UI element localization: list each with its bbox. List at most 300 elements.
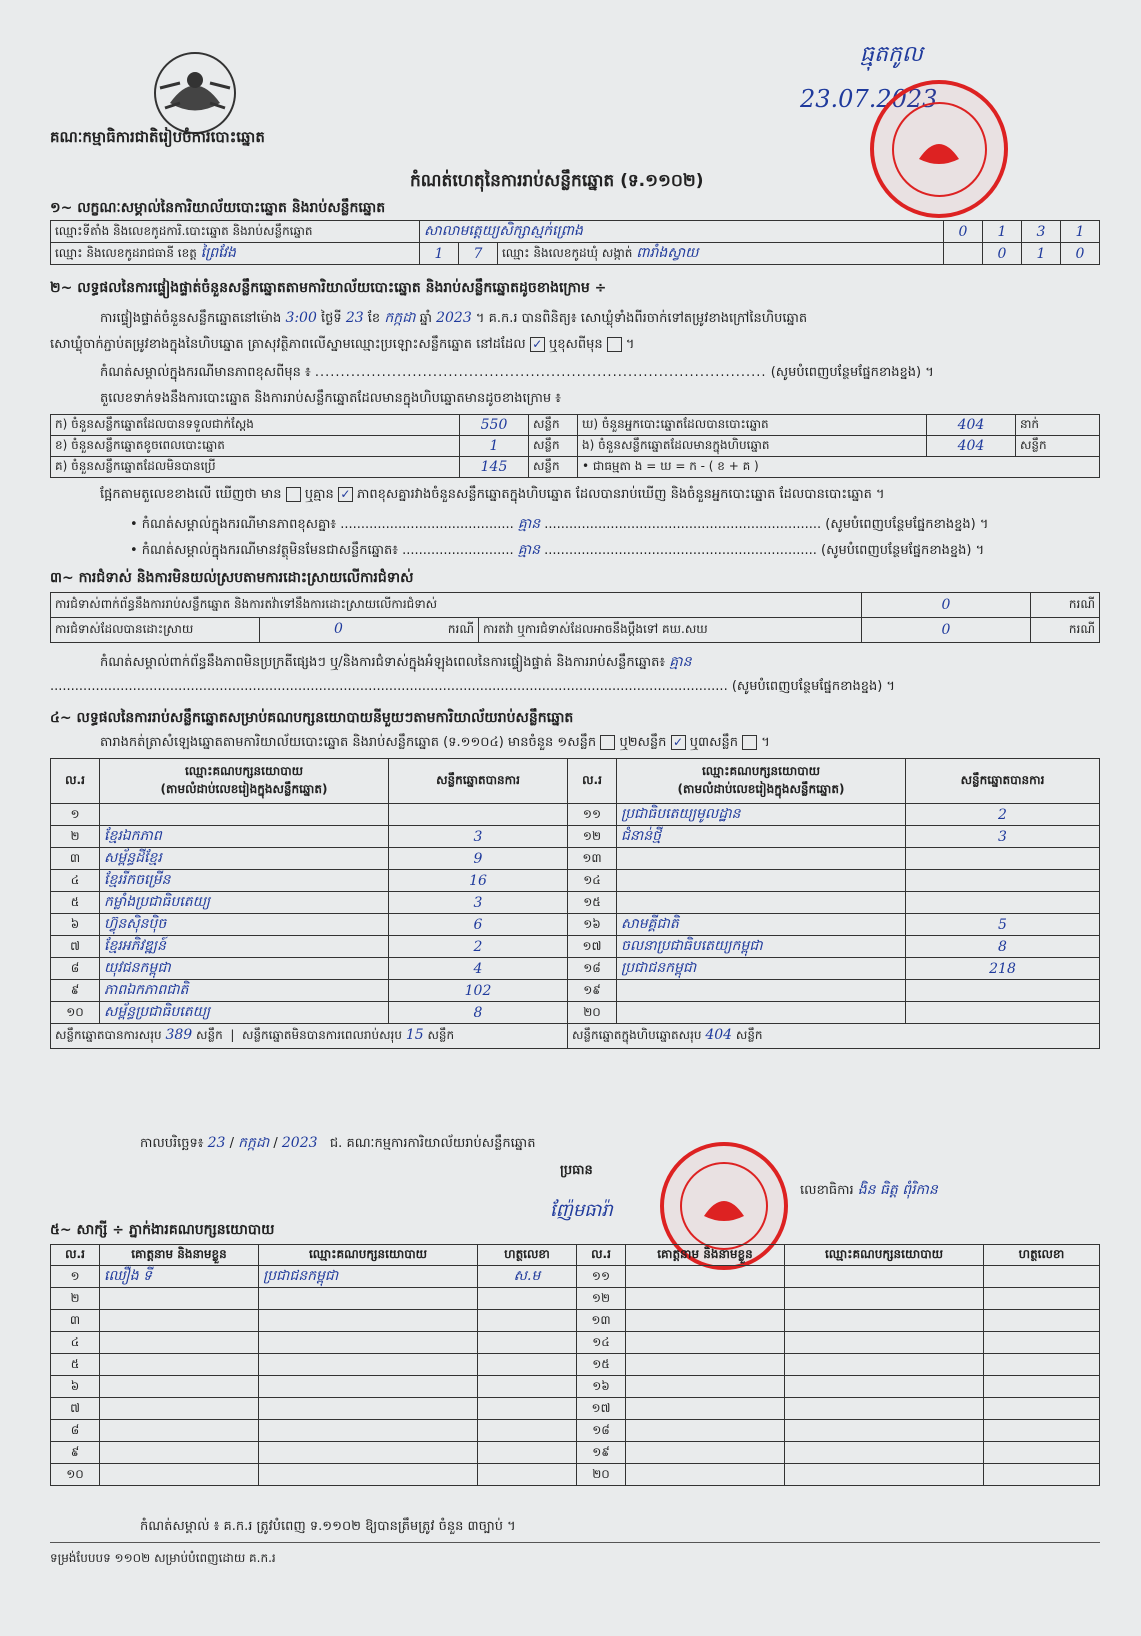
- section2-heading: ២~ លទ្ធផលនៃការផ្ទៀងផ្ទាត់ចំនួនសន្លឹកឆ្នោតតាមការិយាល័យបោះឆ្នោត និងរាប់សន្លឹកឆ្នោតដូចខាងក្រោម ÷: [50, 280, 607, 296]
- witness-party: [785, 1266, 984, 1288]
- party-votes: 8: [906, 936, 1100, 958]
- witness-party: [785, 1354, 984, 1376]
- witness-party: [259, 1464, 478, 1486]
- note-fill: (សូមបំពេញបន្ថែមផ្នែកខាងខ្នង) ។: [821, 543, 985, 558]
- difference-check-line: [100, 486, 885, 505]
- col-header-sign: ហត្ថលេខា: [478, 1245, 577, 1266]
- para-text: តារាងកត់ត្រាសំឡេងឆ្នោតតាមការិយាល័យបោះឆ្នោត និងរាប់សន្លឹកឆ្នោត (ទ.១១០៤) មានចំនួន ១សន្លឹក: [100, 735, 597, 750]
- witness-party: [785, 1464, 984, 1486]
- witness-signature: [984, 1288, 1100, 1310]
- col-header-party-label: ឈ្មោះគណបក្សនយោបាយ: [701, 764, 821, 778]
- party-number: ១៦: [568, 914, 617, 936]
- table-row: [51, 1332, 1100, 1354]
- figure-unit: សន្លឹក: [529, 457, 578, 478]
- stamp-emblem-icon: [699, 1186, 749, 1226]
- province-label: ឈ្មោះ និងលេខកូដរាជធានី ខេត្ត: [55, 246, 197, 260]
- witness-name: [626, 1398, 785, 1420]
- party-votes: 3: [389, 826, 568, 848]
- footnote: កំណត់សម្គាល់ ៖ គ.ក.រ ត្រូវបំពេញ ទ.១១០២ ឱ្យបានត្រឹមត្រូវ ចំនួន ៣ច្បាប់ ។: [140, 1519, 516, 1534]
- table-row: [51, 457, 1100, 478]
- date-year: 2023: [281, 1135, 318, 1151]
- province-value: ព្រៃវែង: [200, 245, 236, 261]
- resolved-value-cell: [260, 618, 479, 643]
- commune-cell: [498, 243, 944, 265]
- province-cell: [51, 243, 420, 265]
- total-valid-label: សន្លឹកឆ្នោតបានការសរុប: [55, 1028, 162, 1042]
- table-row: [51, 980, 1100, 1002]
- witness-signature: [478, 1420, 577, 1442]
- figure-label: ក) ចំនួនសន្លឹកឆ្នោតដែលបានទទួលជាក់ស្តែង: [51, 415, 460, 436]
- witness-name: [100, 1376, 259, 1398]
- complaints-table: [50, 592, 1100, 643]
- figures-intro: តួលេខទាក់ទងនឹងការបោះឆ្នោត និងការរាប់សន្លឹកឆ្នោតដែលមានក្នុងហិបឆ្នោតមានដូចខាងក្រោម ៖: [100, 391, 561, 406]
- witness-signature: [478, 1310, 577, 1332]
- witness-signature: [478, 1398, 577, 1420]
- party-number: ២: [51, 826, 100, 848]
- party-votes: 3: [906, 826, 1100, 848]
- figure-value: 145: [460, 457, 529, 478]
- witness-name: [100, 1354, 259, 1376]
- witness-number: ៦: [51, 1376, 100, 1398]
- party-votes: 9: [389, 848, 568, 870]
- witness-name: [100, 1442, 259, 1464]
- witness-number: ១: [51, 1266, 100, 1288]
- witness-name: [100, 1398, 259, 1420]
- witness-party: [259, 1332, 478, 1354]
- bullet-foreign-object: • កំណត់សម្គាល់ក្នុងករណីមានវត្ថុមិនមែនជាសន្លឹកឆ្នោត៖ ........................... គ្មាន .................................................................. (សូមបំពេញបន្ថែមផ្នែកខាងខ្នង) ។: [130, 542, 985, 558]
- witness-party: [785, 1376, 984, 1398]
- irregularity-note: [100, 652, 692, 673]
- witness-party: [785, 1420, 984, 1442]
- para-text: ឬគ្មាន: [304, 487, 334, 502]
- witness-number: ១៧: [577, 1398, 626, 1420]
- para-text: ខែ: [367, 311, 381, 326]
- table-row: [51, 1002, 1100, 1024]
- organization-name: គណៈកម្មាធិការជាតិរៀបចំការបោះឆ្នោត: [50, 128, 265, 146]
- witness-number: ១០: [51, 1464, 100, 1486]
- complaint-value: 0: [862, 593, 1031, 618]
- witness-number: ៧: [51, 1398, 100, 1420]
- party-votes: 2: [389, 936, 568, 958]
- witness-signature: [478, 1376, 577, 1398]
- party-name: សាមគ្គីជាតិ: [617, 914, 906, 936]
- complaint-label: ការជំទាស់ពាក់ព័ន្ធនឹងការរាប់សន្លឹកឆ្នោត និងការតវ៉ាទៅនឹងការដោះស្រាយលើការជំទាស់: [51, 593, 862, 618]
- party-votes: [906, 870, 1100, 892]
- commune-value: ពារាំងស្វាយ: [636, 245, 699, 261]
- section4-heading: ៤~ លទ្ធផលនៃការរាប់សន្លឹកឆ្នោតសម្រាប់គណបក្សនយោបាយនីមួយៗតាមការិយាល័យរាប់សន្លឹកឆ្នោត: [50, 710, 574, 726]
- form-footer: ទម្រង់បែបបទ ១១០២ សម្រាប់បំពេញដោយ គ.ក.រ: [50, 1551, 276, 1565]
- figure-label: ឃ) ចំនួនអ្នកបោះឆ្នោតដែលបានបោះឆ្នោត: [578, 415, 927, 436]
- col-header-name: គោត្តនាម និងនាមខ្លួន: [626, 1245, 785, 1266]
- party-number: ១៧: [568, 936, 617, 958]
- unchanged-checkbox[interactable]: ✓: [530, 337, 545, 352]
- section3-heading: ៣~ ការជំទាស់ និងការមិនយល់ស្របតាមការដោះស្រាយលើការជំទាស់: [50, 570, 414, 586]
- col-header-party: [617, 759, 906, 804]
- commune-code-digit: 1: [1022, 243, 1061, 265]
- witness-name: [100, 1332, 259, 1354]
- note-label: កំណត់សម្គាល់ក្នុងករណីមានភាពខុសពីមុន ៖: [100, 365, 311, 380]
- complaint-label: ការជំទាស់ដែលបានដោះស្រាយ: [55, 622, 194, 636]
- table-row: [51, 892, 1100, 914]
- complaint-value: 0: [334, 621, 343, 637]
- witness-number: ៩: [51, 1442, 100, 1464]
- signing-date: កាលបរិច្ឆេទ៖ 23 / កក្កដា / 2023 ជ. គណៈកម្មការការិយាល័យរាប់សន្លឹកឆ្នោត: [140, 1135, 536, 1151]
- commune-code-digit: 0: [983, 243, 1022, 265]
- witness-signature: [984, 1464, 1100, 1486]
- difference-note: កំណត់សម្គាល់ក្នុងករណីមានភាពខុសពីមុន ៖ ........................................................................................ (សូមបំពេញបន្ថែមផ្នែកខាងខ្នង) ។: [100, 365, 934, 380]
- party-name: ខ្មែរអភិវឌ្ឍន៍: [100, 936, 389, 958]
- party-name: ប្រជាជនកម្ពុជា: [617, 958, 906, 980]
- ballot-figures-table: [50, 414, 1100, 478]
- witness-party: [785, 1310, 984, 1332]
- appeal-unit: ករណី: [1031, 618, 1100, 643]
- witness-number: ៨: [51, 1420, 100, 1442]
- official-stamp-top: [870, 80, 1008, 218]
- witness-signature: [478, 1332, 577, 1354]
- appeal-value: 0: [862, 618, 1031, 643]
- tally-sheet-count: តារាងកត់ត្រាសំឡេងឆ្នោតតាមការិយាល័យបោះឆ្នោត និងរាប់សន្លឹកឆ្នោត (ទ.១១០៤) មានចំនួន ១សន្លឹក ឬ២សន្លឹក ✓ ឬ៣សន្លឹក ។: [100, 735, 770, 750]
- verification-day: 23: [345, 310, 364, 326]
- stamp-emblem-icon: [914, 129, 964, 169]
- party-name: [617, 1002, 906, 1024]
- witness-name: [626, 1332, 785, 1354]
- results-table: [50, 758, 1100, 1049]
- table-row: [51, 593, 1100, 618]
- commune-label: ឈ្មោះ និងលេខកូដឃុំ សង្កាត់: [502, 246, 633, 260]
- province-code-digit: 1: [420, 243, 459, 265]
- party-name: ចលនាប្រជាធិបតេយ្យកម្ពុជា: [617, 936, 906, 958]
- para-text: ឬខុសពីមុន: [548, 337, 603, 352]
- no-difference-checkbox[interactable]: ✓: [338, 487, 353, 502]
- party-votes: 5: [906, 914, 1100, 936]
- col-header-party: ឈ្មោះគណបក្សនយោបាយ: [785, 1245, 984, 1266]
- table-row: [51, 1464, 1100, 1486]
- appeal-label: ការតវ៉ា ឬការជំទាស់ដែលអាចនឹងប្តឹងទៅ គឃ.សឃ: [479, 618, 862, 643]
- col-header-votes: សន្លឹកឆ្នោតបានការ: [906, 759, 1100, 804]
- witness-number: ២: [51, 1288, 100, 1310]
- unit: សន្លឹក: [427, 1028, 455, 1042]
- note-fill: (សូមបំពេញបន្ថែមផ្នែកខាងខ្នង) ។: [731, 679, 895, 694]
- has-difference-checkbox[interactable]: [286, 487, 301, 502]
- bullet-difference: • កំណត់សម្គាល់ក្នុងករណីមានភាពខុសគ្នា៖ .......................................... គ្មាន ................................................................... (សូមបំពេញបន្ថែមផ្នែកខាងខ្នង) ។: [130, 516, 989, 532]
- party-number: ៧: [51, 936, 100, 958]
- table-row: [51, 1266, 1100, 1288]
- witness-signature: [478, 1354, 577, 1376]
- witness-party: [785, 1442, 984, 1464]
- witness-signature: [984, 1376, 1100, 1398]
- station-code-digit: 0: [944, 221, 983, 243]
- party-votes: [906, 848, 1100, 870]
- commune-code-digit-empty: [944, 243, 983, 265]
- para-text: ថ្ងៃទី: [321, 311, 342, 326]
- party-number: ១: [51, 804, 100, 826]
- table-row: [51, 1354, 1100, 1376]
- party-name: ហ៊្វុនស៊ិនប៉ិច: [100, 914, 389, 936]
- seal-line: [50, 336, 634, 355]
- party-votes: [906, 980, 1100, 1002]
- party-number: ១៥: [568, 892, 617, 914]
- figure-label: ង) ចំនួនសន្លឹកឆ្នោតដែលមានក្នុងហិបឆ្នោត: [578, 436, 927, 457]
- para-text: ។ គ.ក.រ បានពិនិត្យ៖ សោឃ្លុំទាំងពីរចាក់ទៅតម្រូវខាងក្រៅនៃហិបឆ្នោត: [475, 311, 808, 326]
- table-row: [51, 958, 1100, 980]
- party-votes: [389, 804, 568, 826]
- witness-party: [259, 1310, 478, 1332]
- col-header-name: គោត្តនាម និងនាមខ្លួន: [100, 1245, 259, 1266]
- witness-signature: [478, 1442, 577, 1464]
- witness-name: [100, 1310, 259, 1332]
- party-number: ១៤: [568, 870, 617, 892]
- figure-unit: សន្លឹក: [529, 415, 578, 436]
- party-votes: 2: [906, 804, 1100, 826]
- party-name: [617, 848, 906, 870]
- section1-heading: ១~ លក្ខណៈសម្គាល់នៃការិយាល័យបោះឆ្នោត និងរាប់សន្លឹកឆ្នោត: [50, 200, 386, 216]
- figure-unit: នាក់: [1016, 415, 1100, 436]
- commune-code-digit: 0: [1061, 243, 1100, 265]
- secretary: [800, 1180, 938, 1201]
- province-code-digit: 7: [459, 243, 498, 265]
- party-name: ខ្មែរឯកភាព: [100, 826, 389, 848]
- total-invalid-value: 15: [405, 1027, 424, 1043]
- section5-heading: ៥~ សាក្សី ÷ ភ្នាក់ងារគណបក្សនយោបាយ: [50, 1222, 275, 1238]
- witness-number: ២០: [577, 1464, 626, 1486]
- party-name: ភាពឯកភាពជាតិ: [100, 980, 389, 1002]
- party-votes: 4: [389, 958, 568, 980]
- party-name: កម្លាំងប្រជាធិបតេយ្យ: [100, 892, 389, 914]
- witness-name: [626, 1376, 785, 1398]
- party-number: ១១: [568, 804, 617, 826]
- irregularity-fill: .................................................................................................................................................................... (សូមបំពេញបន្ថែមផ្នែកខាងខ្នង) ។: [50, 679, 895, 694]
- party-name: [100, 804, 389, 826]
- total-box-value: 404: [705, 1027, 733, 1043]
- para-text: ការផ្ទៀងផ្ទាត់ចំនួនសន្លឹកឆ្នោតនៅម៉ោង: [100, 311, 282, 326]
- secretary-name: ងិន ធិត្ត ពុំរិកាន: [857, 1182, 938, 1198]
- note-fill: (សូមបំពេញបន្ថែមផ្នែកខាងខ្នង) ។: [770, 365, 934, 380]
- witness-signature: [984, 1398, 1100, 1420]
- witness-signature: ស.ម: [478, 1266, 577, 1288]
- unit: សន្លឹក: [196, 1028, 223, 1042]
- form-page: [20, 30, 1120, 1620]
- figure-unit: សន្លឹក: [529, 436, 578, 457]
- table-row: [51, 826, 1100, 848]
- witness-table: [50, 1244, 1100, 1486]
- total-invalid-label: សន្លឹកឆ្នោតមិនបានការពេលរាប់សរុប: [242, 1028, 402, 1042]
- party-number: ២០: [568, 1002, 617, 1024]
- party-number: ១០: [51, 1002, 100, 1024]
- witness-party: [259, 1354, 478, 1376]
- col-header-party-sub: (តាមលំដាប់លេខរៀងក្នុងសន្លឹកឆ្នោត): [160, 782, 328, 796]
- party-number: ៨: [51, 958, 100, 980]
- witness-number: ១២: [577, 1288, 626, 1310]
- party-name: យុវជនកម្ពុជា: [100, 958, 389, 980]
- unit: សន្លឹក: [735, 1028, 763, 1042]
- table-row: [51, 1288, 1100, 1310]
- para-text: ។: [625, 337, 635, 352]
- party-votes: [906, 892, 1100, 914]
- witness-party: ប្រជាជនកម្ពុជា: [259, 1266, 478, 1288]
- witness-party: [785, 1332, 984, 1354]
- figure-value: 404: [927, 415, 1016, 436]
- party-votes: 8: [389, 1002, 568, 1024]
- party-votes: 3: [389, 892, 568, 914]
- para-text: ផ្អែកតាមតួលេខខាងលើ ឃើញថា មាន: [100, 487, 282, 502]
- date-month: កក្កដា: [238, 1135, 270, 1151]
- station-code-digit: 1: [983, 221, 1022, 243]
- bullet-label: • កំណត់សម្គាល់ក្នុងករណីមានវត្ថុមិនមែនជាសន្លឹកឆ្នោត៖: [130, 543, 398, 558]
- col-header-party: ឈ្មោះគណបក្សនយោបាយ: [259, 1245, 478, 1266]
- table-row: [51, 1376, 1100, 1398]
- witness-name: [626, 1464, 785, 1486]
- table-row: [51, 848, 1100, 870]
- party-name: ជំនាន់ថ្មី: [617, 826, 906, 848]
- note-fill: (សូមបំពេញបន្ថែមផ្នែកខាងខ្នង) ។: [825, 517, 989, 532]
- party-number: ៤: [51, 870, 100, 892]
- witness-number: ១៩: [577, 1442, 626, 1464]
- form-title: កំណត់ហេតុនៃការរាប់សន្លឹកឆ្នោត (ទ.១១០២): [410, 171, 704, 191]
- total-box-label: សន្លឹកឆ្នោតក្នុងហិបឆ្នោតសរុប: [572, 1028, 702, 1042]
- table-row: [51, 914, 1100, 936]
- nec-emblem-icon: [150, 48, 240, 138]
- party-name: សម្ព័ន្ធប្រជាធិបតេយ្យ: [100, 1002, 389, 1024]
- figure-value: 550: [460, 415, 529, 436]
- figure-label: គ) ចំនួនសន្លឹកឆ្នោតដែលមិនបានប្រើ: [51, 457, 460, 478]
- para-text: ឬ២សន្លឹក: [619, 735, 667, 750]
- col-header-no: ល.រ: [51, 759, 100, 804]
- col-header-no: ល.រ: [568, 759, 617, 804]
- party-name: ខ្មែររីកចម្រើន: [100, 870, 389, 892]
- bullet-label: • កំណត់សម្គាល់ក្នុងករណីមានភាពខុសគ្នា៖: [130, 517, 337, 532]
- table-row: [51, 804, 1100, 826]
- party-votes: 16: [389, 870, 568, 892]
- chair-label: ប្រធាន: [560, 1163, 593, 1178]
- para-text: ឬ៣សន្លឹក: [689, 735, 738, 750]
- table-row: [51, 1398, 1100, 1420]
- station-label: ឈ្មោះទីតាំង និងលេខកូដការិ.បោះឆ្នោត និងរាប់សន្លឹកឆ្នោត: [51, 221, 420, 243]
- figure-value: 404: [927, 436, 1016, 457]
- bullet-value: គ្មាន: [517, 516, 541, 532]
- witness-number: ១៦: [577, 1376, 626, 1398]
- three-sheets-checkbox[interactable]: [742, 735, 757, 750]
- figure-unit: សន្លឹក: [1016, 436, 1100, 457]
- chair-signature: ញ៉ែមធារ៉ា: [550, 1200, 613, 1221]
- table-row: [51, 1420, 1100, 1442]
- witness-name: [100, 1420, 259, 1442]
- party-votes: [906, 1002, 1100, 1024]
- table-row: [51, 1310, 1100, 1332]
- witness-number: ១៣: [577, 1310, 626, 1332]
- note-label: កំណត់សម្គាល់ពាក់ព័ន្ធនឹងភាពមិនប្រក្រតីផ្សេងៗ ឬ/និងការជំទាស់ក្នុងអំឡុងពេលនៃការផ្ទៀងផ្ទាត់ និងការរាប់សន្លឹកឆ្នោត៖: [100, 655, 666, 670]
- para-text: សោឃ្លុំចាក់ភ្ជាប់តម្រូវខាងក្នុងនៃហិបឆ្នោត ត្រាសុវត្ថិភាពលើស្នាមឈ្មោះប្រឡោះសន្លឹកឆ្នោត នៅដដែល: [50, 337, 526, 352]
- table-row: [51, 436, 1100, 457]
- verification-line: [100, 308, 807, 329]
- witness-number: ១១: [577, 1266, 626, 1288]
- witness-signature: [984, 1310, 1100, 1332]
- table-row: [51, 1442, 1100, 1464]
- witness-name: [100, 1288, 259, 1310]
- divider: [50, 1542, 1100, 1543]
- party-number: ១២: [568, 826, 617, 848]
- party-number: ១៨: [568, 958, 617, 980]
- party-votes: 218: [906, 958, 1100, 980]
- witness-name: [626, 1442, 785, 1464]
- date-day: 23: [207, 1135, 226, 1151]
- handwritten-note: ធ្មុតកូល: [860, 42, 923, 67]
- witness-name: [100, 1464, 259, 1486]
- witness-number: ៤: [51, 1332, 100, 1354]
- para-text: ឆ្នាំ: [419, 311, 432, 326]
- secretary-label: លេខាធិការ: [800, 1183, 854, 1198]
- party-number: ៥: [51, 892, 100, 914]
- party-number: ៦: [51, 914, 100, 936]
- station-code-digit: 1: [1061, 221, 1100, 243]
- verification-month: កក្កដា: [384, 310, 416, 326]
- total-valid-value: 389: [165, 1027, 193, 1043]
- formula-note: • ជាធម្មតា ង = ឃ = ក - ( ខ + គ ): [578, 457, 1100, 478]
- witness-name: [626, 1354, 785, 1376]
- witness-name: [626, 1310, 785, 1332]
- col-header-sign: ហត្ថលេខា: [984, 1245, 1100, 1266]
- witness-party: [785, 1398, 984, 1420]
- complaint-unit: ករណី: [1031, 593, 1100, 618]
- figure-value: 1: [460, 436, 529, 457]
- party-votes: 6: [389, 914, 568, 936]
- witness-party: [259, 1398, 478, 1420]
- witness-number: ៥: [51, 1354, 100, 1376]
- table-row: [51, 618, 1100, 643]
- verification-time: 3:00: [285, 310, 317, 326]
- handwritten-date: 23.07.2023: [800, 85, 938, 113]
- changed-checkbox[interactable]: [607, 337, 622, 352]
- party-name: [617, 870, 906, 892]
- table-row: [51, 870, 1100, 892]
- table-row: [51, 415, 1100, 436]
- col-header-party-label: ឈ្មោះគណបក្សនយោបាយ: [184, 764, 304, 778]
- witness-party: [785, 1288, 984, 1310]
- party-number: ៣: [51, 848, 100, 870]
- witness-signature: [984, 1442, 1100, 1464]
- one-sheet-checkbox[interactable]: [600, 735, 615, 750]
- witness-party: [259, 1442, 478, 1464]
- para-text: ភាពខុសគ្នារវាងចំនួនសន្លឹកឆ្នោតក្នុងហិបឆ្នោត ដែលបានរាប់ឃើញ និងចំនួនអ្នកបោះឆ្នោត ដែលបានបោះឆ្នោត ។: [357, 487, 885, 502]
- witness-signature: [984, 1354, 1100, 1376]
- bullet-value: គ្មាន: [517, 542, 541, 558]
- party-name: សម្ព័ន្ធដីខ្មែរ: [100, 848, 389, 870]
- party-number: ១៩: [568, 980, 617, 1002]
- note-value: គ្មាន: [669, 654, 692, 670]
- witness-signature: [478, 1288, 577, 1310]
- two-sheets-checkbox[interactable]: ✓: [671, 735, 686, 750]
- section1-table: [50, 220, 1100, 265]
- witness-name: [626, 1420, 785, 1442]
- witness-number: ១៨: [577, 1420, 626, 1442]
- totals-row: សន្លឹកឆ្នោតបានការសរុប 389 សន្លឹក | សន្លឹកឆ្នោតមិនបានការពេលរាប់សរុប 15 សន្លឹក សន្លឹកឆ្នោតក្នុងហិបឆ្នោតសរុប 404 សន្លឹក: [51, 1024, 1100, 1049]
- witness-name: ឈឿង ទី: [100, 1266, 259, 1288]
- party-name: ប្រជាធិបតេយ្យមូលដ្ឋាន: [617, 804, 906, 826]
- col-header-votes: សន្លឹកឆ្នោតបានការ: [389, 759, 568, 804]
- figure-label: ខ) ចំនួនសន្លឹកឆ្នោតខូចពេលបោះឆ្នោត: [51, 436, 460, 457]
- party-name: [617, 892, 906, 914]
- party-votes: 102: [389, 980, 568, 1002]
- col-header-party: [100, 759, 389, 804]
- witness-party: [259, 1288, 478, 1310]
- party-name: [617, 980, 906, 1002]
- col-header-no: ល.រ: [577, 1245, 626, 1266]
- witness-number: ៣: [51, 1310, 100, 1332]
- table-row: [51, 936, 1100, 958]
- committee-label: ជ. គណៈកម្មការការិយាល័យរាប់សន្លឹកឆ្នោត: [329, 1136, 536, 1151]
- witness-name: [626, 1288, 785, 1310]
- witness-number: ១៥: [577, 1354, 626, 1376]
- resolved-cell: [51, 618, 260, 643]
